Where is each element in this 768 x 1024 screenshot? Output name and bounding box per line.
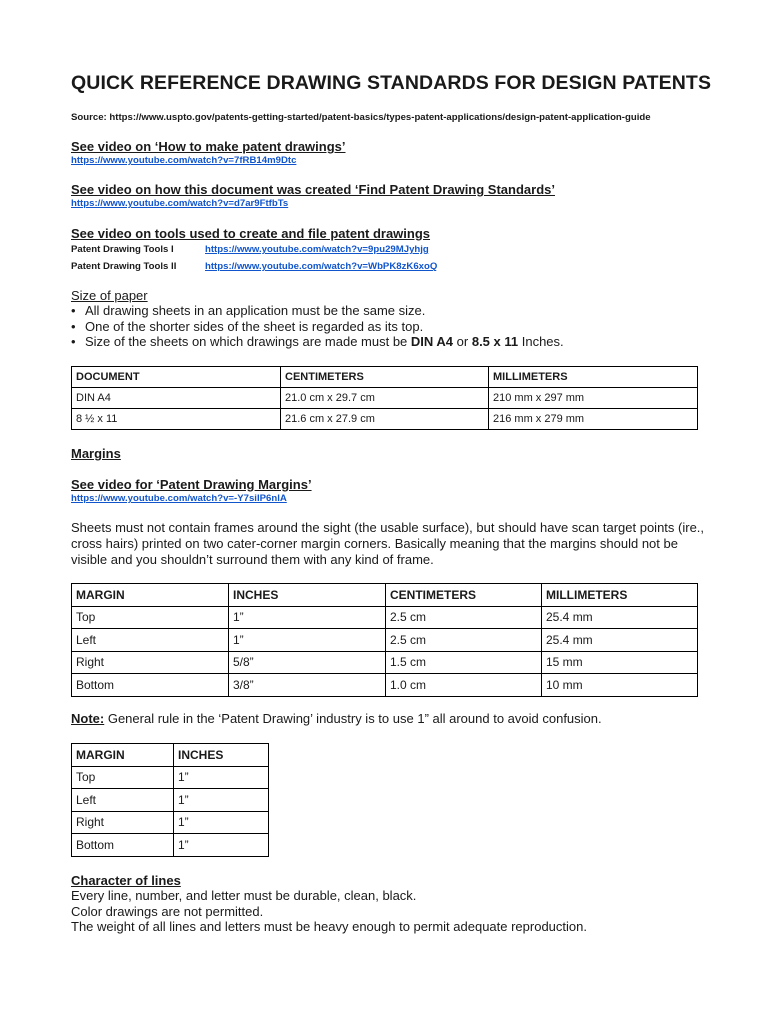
table-cell: 1” (229, 606, 386, 629)
table-cell: DIN A4 (72, 388, 281, 409)
video-heading-drawings: See video on ‘How to make patent drawings’ (71, 139, 346, 154)
table-header-row (72, 367, 698, 388)
table-cell: 15 mm (542, 651, 698, 674)
margins-paragraph-part-2: Basically meaning that the margins should not be visible and you shouldn’t surround them with any kind of frame. (71, 536, 678, 567)
table-cell: 2.5 cm (386, 629, 542, 652)
lines-heading: Character of lines (71, 873, 181, 888)
simple-margins-table (71, 743, 269, 857)
lines-text: Color drawings are not permitted. (71, 903, 264, 919)
tool-row-2 (71, 261, 437, 272)
bullet-text: Size of the sheets on which drawings are made must be (85, 334, 411, 349)
table-cell: 216 mm x 279 mm (489, 409, 698, 430)
table-row (72, 409, 698, 430)
table-header: DOCUMENT (72, 367, 281, 388)
table-header: CENTIMETERS (281, 367, 489, 388)
video-heading-tools: See video on tools used to create and file patent drawings (71, 226, 431, 241)
table-cell: 21.6 cm x 27.9 cm (281, 409, 489, 430)
table-cell: Left (72, 629, 229, 652)
table-header: INCHES (229, 584, 386, 607)
letter-size-label: 8.5 x 11 (471, 334, 519, 349)
lines-text: The weight of all lines and letters must be heavy enough to permit adequate reproduction. (71, 919, 587, 934)
table-header-row (72, 744, 269, 767)
list-item: • All drawing sheets in an application must be the same size. (71, 303, 426, 318)
lines-text-block (71, 888, 587, 935)
video-link-standards[interactable]: https://www.youtube.com/watch?v=d7ar9FtfbTs (71, 198, 289, 209)
tool-link-2[interactable]: https://www.youtube.com/watch?v=WbPK8zK6xoQ (205, 261, 438, 272)
note-label: Note: (71, 711, 105, 726)
lines-text: Every line, number, and letter must be durable, clean, black. (71, 888, 417, 903)
paper-size-table (71, 366, 698, 430)
video-link-margins[interactable]: https://www.youtube.com/watch?v=-Y7siIP6nlA (71, 493, 287, 504)
table-cell: 21.0 cm x 29.7 cm (281, 388, 489, 409)
table-cell: 25.4 mm (542, 606, 698, 629)
table-cell: 10 mm (542, 674, 698, 697)
paper-size-heading: Size of paper (71, 288, 148, 303)
table-row (72, 789, 269, 812)
video-link-drawings[interactable]: https://www.youtube.com/watch?v=7fRB14m9Dtc (71, 155, 297, 166)
table-row (72, 674, 698, 697)
table-row (72, 834, 269, 857)
table-row (72, 766, 269, 789)
bullet-text: One of the shorter sides of the sheet is regarded as its top. (85, 318, 424, 334)
table-header: MILLIMETERS (489, 367, 698, 388)
table-cell: Left (72, 789, 174, 812)
or-text: or (453, 334, 472, 349)
table-cell: 25.4 mm (542, 629, 698, 652)
table-cell: 1.0 cm (386, 674, 542, 697)
table-header: MILLIMETERS (542, 584, 698, 607)
tool-row-1 (71, 244, 429, 255)
table-row (72, 606, 698, 629)
table-cell: 1” (229, 629, 386, 652)
bullet-text: All drawing sheets in an application must be the same size. (85, 303, 426, 318)
video-heading-margins: See video for ‘Patent Drawing Margins’ (71, 477, 312, 492)
margins-heading: Margins (71, 446, 121, 461)
inches-text: Inches. (518, 334, 564, 349)
table-cell: 8 ½ x 11 (72, 409, 281, 430)
tool-label-1: Patent Drawing Tools I (71, 244, 174, 255)
table-cell: 1” (174, 789, 269, 812)
table-row (72, 651, 698, 674)
table-cell: Bottom (72, 674, 229, 697)
table-cell: 3/8” (229, 674, 386, 697)
table-cell: Right (72, 811, 174, 834)
table-row (72, 811, 269, 834)
table-cell: 1” (174, 834, 269, 857)
paper-size-bullets (71, 303, 564, 350)
table-row (72, 388, 698, 409)
page-title: QUICK REFERENCE DRAWING STANDARDS FOR DESIGN PATENTS (71, 72, 712, 94)
table-row (72, 629, 698, 652)
video-heading-standards: See video on how this document was created ‘Find Patent Drawing Standards’ (71, 182, 555, 197)
table-header: CENTIMETERS (386, 584, 542, 607)
table-cell: 1.5 cm (386, 651, 542, 674)
din-a4-label: DIN A4 (410, 334, 454, 349)
table-cell: 1” (174, 811, 269, 834)
margins-paragraph-part-1: Sheets must not contain frames around the sight (the usable surface), but should have scan target points (ire., cross hairs) printed on two cater-corner margin corners. (71, 520, 705, 551)
table-header: MARGIN (72, 584, 229, 607)
margins-paragraph (71, 520, 706, 568)
table-cell: 1” (174, 766, 269, 789)
table-cell: Top (72, 606, 229, 629)
list-item: • One of the shorter sides of the sheet is regarded as its top. (71, 318, 424, 334)
table-cell: 2.5 cm (386, 606, 542, 629)
table-cell: Top (72, 766, 174, 789)
table-header: MARGIN (72, 744, 174, 767)
table-cell: 210 mm x 297 mm (489, 388, 698, 409)
margins-note (71, 711, 602, 726)
note-text: General rule in the ‘Patent Drawing’ industry is to use 1” all around to avoid confusion. (104, 711, 602, 726)
list-item: • Size of the sheets on which drawings are made must be DIN A4 or 8.5 x 11 Inches. (71, 334, 564, 349)
tool-link-1[interactable]: https://www.youtube.com/watch?v=9pu29MJyhjg (205, 244, 429, 255)
table-cell: Bottom (72, 834, 174, 857)
margins-table (71, 583, 698, 697)
table-cell: 5/8” (229, 651, 386, 674)
tool-label-2: Patent Drawing Tools II (71, 261, 177, 272)
table-header-row (72, 584, 698, 607)
source-line[interactable]: Source: https://www.uspto.gov/patents-getting-started/patent-basics/types-patent-applications/design-patent-application-guide (71, 112, 651, 123)
table-cell: Right (72, 651, 229, 674)
table-header: INCHES (174, 744, 269, 767)
